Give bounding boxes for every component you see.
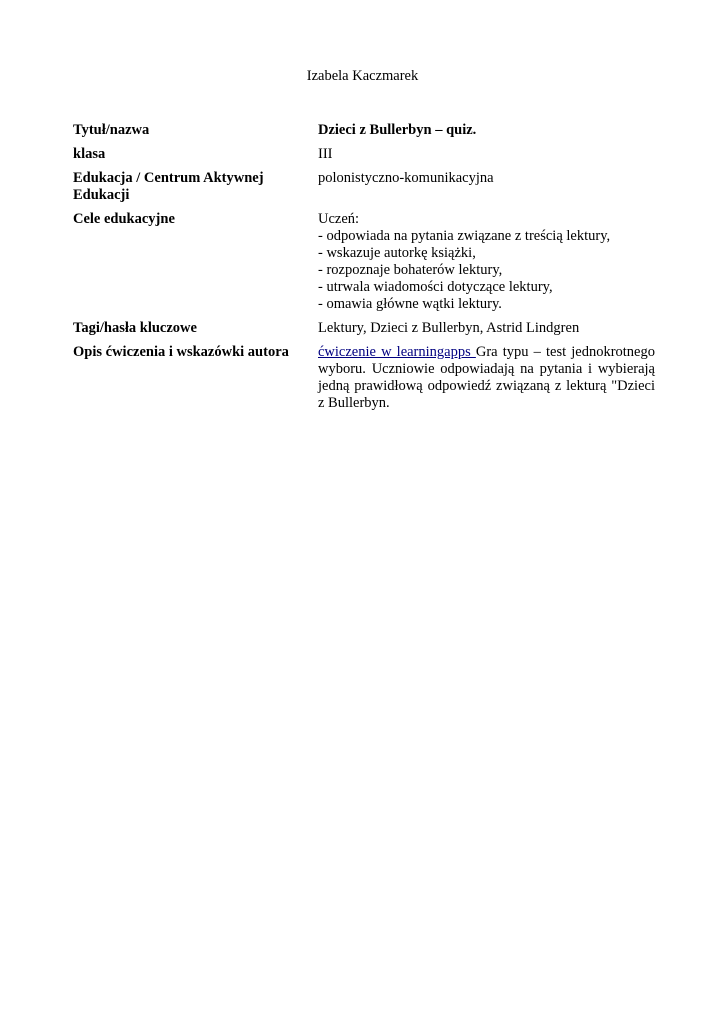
learningapps-exercise-link[interactable]: ćwiczenie w learningapps bbox=[318, 344, 476, 360]
goal-item: - rozpoznaje bohaterów lektury, bbox=[318, 262, 503, 278]
description-label: Opis ćwiczenia i wskazówki autora bbox=[73, 344, 289, 360]
row-title bbox=[73, 122, 655, 139]
title-label: Tytuł/nazwa bbox=[73, 122, 150, 138]
goal-item: - omawia główne wątki lektury. bbox=[318, 296, 502, 312]
row-grade bbox=[73, 146, 655, 163]
row-description bbox=[73, 344, 655, 412]
description-value bbox=[318, 344, 655, 412]
goals-intro: Uczeń: bbox=[318, 211, 360, 227]
row-education bbox=[73, 170, 655, 204]
lesson-metadata-table bbox=[73, 122, 655, 419]
goal-item: - wskazuje autorkę książki, bbox=[318, 245, 476, 261]
row-tags bbox=[73, 320, 655, 337]
grade-value: III bbox=[318, 146, 333, 162]
description-text: Gra typu – test jednokrotnego wyboru. Uczniowie odpowiadają na pytania i wybierają jedną prawidłową odpowiedź związaną z lekturą "Dzieci z Bullerbyn. bbox=[318, 344, 655, 411]
tags-label: Tagi/hasła kluczowe bbox=[73, 320, 197, 336]
education-label: Edukacja / Centrum Aktywnej Edukacji bbox=[73, 170, 264, 203]
row-goals bbox=[73, 211, 655, 313]
author-name: Izabela Kaczmarek bbox=[306, 68, 419, 84]
education-value: polonistyczno-komunikacyjna bbox=[318, 170, 494, 186]
goal-item: - odpowiada na pytania związane z treścią lektury, bbox=[318, 228, 611, 244]
goals-value bbox=[318, 211, 655, 313]
title-value: Dzieci z Bullerbyn – quiz. bbox=[318, 122, 477, 138]
goal-item: - utrwala wiadomości dotyczące lektury, bbox=[318, 279, 553, 295]
goals-label: Cele edukacyjne bbox=[73, 211, 175, 227]
tags-value: Lektury, Dzieci z Bullerbyn, Astrid Lindgren bbox=[318, 320, 580, 336]
grade-label: klasa bbox=[73, 146, 106, 162]
